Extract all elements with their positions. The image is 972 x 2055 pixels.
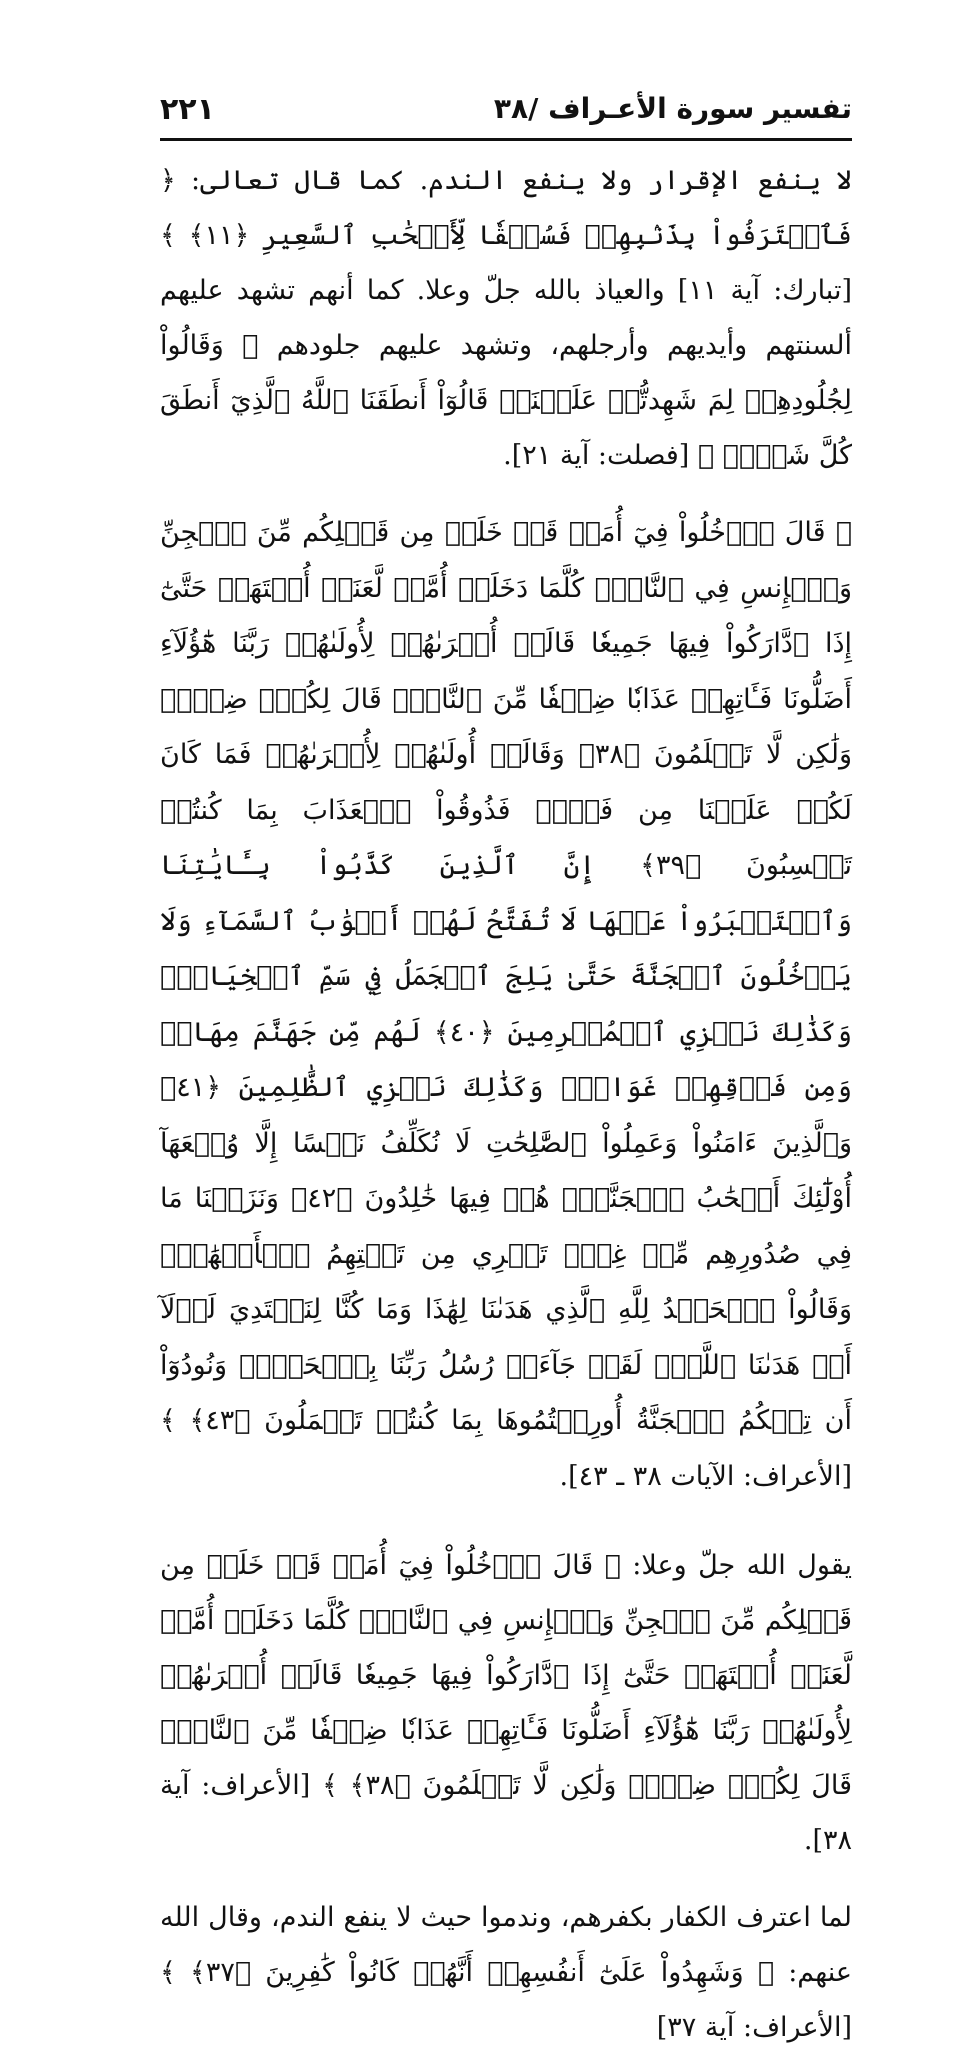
paragraph-intro: لا ينفع الإقرار ولا ينفع الندم. كما قال تعالى: ﴿ فَٱعۡتَرَفُواْ بِذَنۢبِهِمۡ فَسُحۡقٗا لِّأَصۡحَٰبِ ٱلسَّعِيرِ ﴿١١﴾ ﴾ [تبارك: آية ١١] والعياذ بالله جلّ وعلا. كما أنهم تشهد عليهم ألسنتهم وأيديهم وأرجلهم، وتشهد عليهم جلودهم ﴿ وَقَالُواْ لِجُلُودِهِمۡ لِمَ شَهِدتُّمۡ عَلَيۡنَاۖ قَالُوٓاْ أَنطَقَنَا ٱللَّهُ ٱلَّذِيٓ أَنطَقَ كُلَّ شَيۡءٖ ﴾ [فصلت: آية ٢١]. [160,165,853,471]
page-header [160,88,852,141]
paragraph-closing: لما اعترف الكفار بكفرهم، وندموا حيث لا ينفع الندم، وقال الله عنهم: ﴿ وَشَهِدُواْ عَلَىٰٓ أَنفُسِهِمۡ أَنَّهُمۡ كَانُواْ كَٰفِرِينَ ﴿٣٧﴾ ﴾ [الأعراف: آية ٣٧] [160,1902,852,2043]
quran-quote-block: ﴿ قَالَ ٱدۡخُلُواْ فِيٓ أُمَمٖ قَدۡ خَلَتۡ مِن قَبۡلِكُم مِّنَ ٱلۡجِنِّ وَٱلۡإِنسِ فِي ٱلنَّارِۖ كُلَّمَا دَخَلَتۡ أُمَّةٞ لَّعَنَتۡ أُخۡتَهَاۖ حَتَّىٰٓ إِذَا ٱدَّارَكُواْ فِيهَا جَمِيعٗا قَالَتۡ أُخۡرَىٰهُمۡ لِأُولَىٰهُمۡ رَبَّنَا هَٰٓؤُلَآءِ أَضَلُّونَا فَـَٔاتِهِمۡ عَذَابٗا ضِعۡفٗا مِّنَ ٱلنَّارِۖ قَالَ لِكُلّٖ ضِعۡفٞ وَلَٰكِن لَّا تَعۡلَمُونَ ﴿٣٨﴾ وَقَالَتۡ أُولَىٰهُمۡ لِأُخۡرَىٰهُمۡ فَمَا كَانَ لَكُمۡ عَلَيۡنَا مِن فَضۡلٖ فَذُوقُواْ ٱلۡعَذَابَ بِمَا كُنتُمۡ تَكۡسِبُونَ ﴿٣٩﴾ إِنَّ ٱلَّذِينَ كَذَّبُواْ بِـَٔايَٰتِنَا وَٱسۡتَكۡبَرُواْ عَنۡهَا لَا تُفَتَّحُ لَهُمۡ أَبۡوَٰبُ ٱلسَّمَآءِ وَلَا يَدۡخُلُونَ ٱلۡجَنَّةَ حَتَّىٰ يَلِجَ ٱلۡجَمَلُ فِي سَمِّ ٱلۡخِيَاطِۚ وَكَذَٰلِكَ نَجۡزِي ٱلۡمُجۡرِمِينَ ﴿٤٠﴾ لَهُم مِّن جَهَنَّمَ مِهَادٞ وَمِن فَوۡقِهِمۡ غَوَاشٖۚ وَكَذَٰلِكَ نَجۡزِي ٱلظَّٰلِمِينَ ﴿٤١﴾ وَٱلَّذِينَ ءَامَنُواْ وَعَمِلُواْ ٱلصَّٰلِحَٰتِ لَا نُكَلِّفُ نَفۡسًا إِلَّا وُسۡعَهَآ أُوْلَٰٓئِكَ أَصۡحَٰبُ ٱلۡجَنَّةِۖ هُمۡ فِيهَا خَٰلِدُونَ ﴿٤٢﴾ وَنَزَعۡنَا مَا فِي صُدُورِهِم مِّنۡ غِلّٖ تَجۡرِي مِن تَحۡتِهِمُ ٱلۡأَنۡهَٰرُۖ وَقَالُواْ ٱلۡحَمۡدُ لِلَّهِ ٱلَّذِي هَدَىٰنَا لِهَٰذَا وَمَا كُنَّا لِنَهۡتَدِيَ لَوۡلَآ أَنۡ هَدَىٰنَا ٱللَّهُۖ لَقَدۡ جَآءَتۡ رُسُلُ رَبِّنَا بِٱلۡحَقِّۖ وَنُودُوٓاْ أَن تِلۡكُمُ ٱلۡجَنَّةُ أُورِثۡتُمُوهَا بِمَا كُنتُمۡ تَعۡمَلُونَ ﴿٤٣﴾ ﴾ [الأعراف: الآيات ٣٨ ـ ٤٣]. [160,517,852,1492]
page-number: ٢٢١ [160,92,215,127]
running-title: تفسير سورة الأعـراف /٣٨ [493,92,852,125]
paragraph-commentary: يقول الله جلّ وعلا: ﴿ قَالَ ٱدۡخُلُواْ فِيٓ أُمَمٖ قَدۡ خَلَتۡ مِن قَبۡلِكُم مِّنَ ٱلۡجِنِّ وَٱلۡإِنسِ فِي ٱلنَّارِۖ كُلَّمَا دَخَلَتۡ أُمَّةٞ لَّعَنَتۡ أُخۡتَهَاۖ حَتَّىٰٓ إِذَا ٱدَّارَكُواْ فِيهَا جَمِيعٗا قَالَتۡ أُخۡرَىٰهُمۡ لِأُولَىٰهُمۡ رَبَّنَا هَٰٓؤُلَآءِ أَضَلُّونَا فَـَٔاتِهِمۡ عَذَابٗا ضِعۡفٗا مِّنَ ٱلنَّارِۖ قَالَ لِكُلّٖ ضِعۡفٞ وَلَٰكِن لَّا تَعۡلَمُونَ ﴿٣٨﴾ ﴾ [الأعراف: آية ٣٨]. [160,1550,852,1856]
